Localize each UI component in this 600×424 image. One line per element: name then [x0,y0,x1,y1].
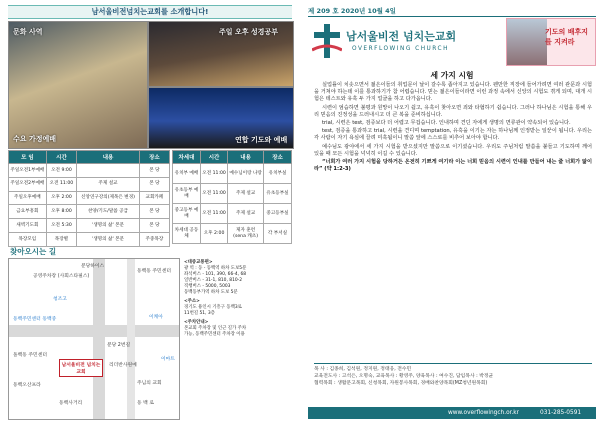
cell: 유초등부 예배 [173,184,201,204]
info-line: 좌석버스 - 101, 390, 66-4, 68 [184,272,247,277]
info-line: 경기도 용인시 기흥구 동백3로 [184,305,242,310]
photo-1-caption: 수요 가정예배 [13,135,57,143]
cell: 오전 11:00 [200,204,227,224]
cell: 중고등부 예배 [173,204,201,224]
cell: 주일오전1부예배 [9,164,47,178]
directions-info [184,260,296,338]
article-paragraph: 실업률이 치솟으면서 젊은이들의 취업문이 날이 갈수록 좁아지고 있습니다. 웬만한 직장에 들어가려면 여러 관문과 시험을 거쳐야 하는데 이를 통과하기가 참 어렵습니다. 믿는 젊은이들이라면 이런 과정 속에서 신앙의 시험도 겪게 되며, 대개 시험은 테스트와 유혹 두 가지 얼굴을 하고 다가옵니다. [314,82,592,103]
map-label: 동백오산프라 [13,383,41,388]
map-label: 분당 2번길 [107,343,131,348]
cell: 금요부흥회 [9,205,47,219]
photo-1 [8,21,148,149]
map-label: 주님의 교회 [137,381,162,386]
cell: 주중목장 [139,232,169,246]
article-paragraph: trial, 시련은 test, 검증보다 더 어렵고 무겁습니다. 인내하며 견딘 자에게 생명의 면류관이 약속되어 있습니다. [322,120,571,127]
footer-bar [308,407,596,419]
cell: '생명의 삶' 본문 [77,219,140,233]
cell: 오전 11:00 [200,184,227,204]
location-map [8,258,180,420]
cell: 신앙연구강의(제목은 변경) [77,191,140,205]
cell: '생명의 삶' 본문 [77,232,140,246]
map-label: 이케아 [149,315,163,320]
article-body [314,82,592,174]
cell: 오전 11:00 [200,164,227,184]
cell: 오전 11:00 [46,177,76,191]
cell: 찬양/기도/말씀 공급 [77,205,140,219]
cell: 오전 9:00 [46,164,76,178]
cell: 목장모임 [9,232,47,246]
cell: 목장별 [46,232,76,246]
worship-schedule-table [8,150,170,247]
col-header: 내용 [228,151,264,164]
cell: 유치부실 [264,164,292,184]
map-section-title: 찾아오시는 길 [10,247,57,256]
credit-line: 협력목회 : 생활문고목회, 신청목회, 자원봉사목회, 경배와찬양목회(MZ청년원목회) [314,381,488,386]
cell: 본 당 [139,205,169,219]
staff-credits [314,363,592,387]
cell: 주제 설교 [228,204,264,224]
map-label: 리더반사원예 [109,363,137,368]
map-label: 분당하이스 [81,264,105,269]
cell: 주일오전2부예배 [9,177,47,191]
table-row [9,164,170,178]
cell: 오전 5:30 [46,219,76,233]
info-title: <대중교통편> [184,260,213,265]
cell: 교회카페 [139,191,169,205]
map-label: 청조고 [53,297,67,302]
photo-3 [148,87,294,149]
col-header: 차세대 [173,151,201,164]
issue-header: 제 209 호 2020년 10월 4일 [308,6,596,17]
col-header: 장소 [139,151,169,164]
photo-2 [148,21,294,87]
cell: 유초등부실 [264,184,292,204]
road [127,259,135,419]
info-line: 본교회 주차장 및 인근 길가 주차 [184,326,247,331]
church-marker: 남서울비전 넘치는교회 [59,359,103,377]
info-line: 동백동부가역 하차 도보 5분 [184,290,238,295]
col-header: 장소 [264,151,292,164]
cell: 본 당 [139,177,169,191]
cell: 주일오후예배 [9,191,47,205]
info-line: <주차안내> [184,320,209,325]
table-row [173,224,292,244]
cell [77,164,140,178]
map-label: 동백동 주민센터 [137,269,171,274]
info-line: 광 역 : 동 - 동백역 하차 도보5분 [184,266,247,271]
photo-1-caption-top: 문화 사역 [13,28,43,36]
map-label: 동 백 로 [137,401,154,406]
cross-logo-icon [312,24,342,58]
schedule-header-row [9,151,170,164]
church-logo [312,20,472,64]
table-row [9,205,170,219]
prayer-ad [506,18,596,66]
website-link[interactable]: www.overflowingch.or.kr [448,410,520,416]
col-header: 시간 [46,151,76,164]
map-label: 이마트 [161,357,175,362]
map-label: 돌백동 주민센터 [13,353,47,358]
cell: 주제 설교 [228,184,264,204]
ad-title: 기도의 배후지를 지켜라 [545,28,589,46]
article-paragraph: test, 검증을 통과하고 trial, 시련을 견디며 temptation, 유혹을 이기는 자는 하나님께 인정받는 일꾼이 됩니다. 우리는 각 사람이 자기 욕심에 끌려 미혹됨이니 말씀 앞에 스스로를 비추어 보아야 합니다. [314,128,592,142]
table-row [9,177,170,191]
nextgen-schedule-table [172,150,292,244]
cell: 유치부 예배 [173,164,201,184]
cell: 제자 훈련 (sena 캐츠) [228,224,264,244]
photo-2-caption: 주일 오후 성경공부 [219,28,278,36]
cell: 중고등부실 [264,204,292,224]
info-line: 가능, 동백주민센터 주차장 이용 [184,332,245,337]
cell: 예수님이랑 나랑 [228,164,264,184]
info-line: <주소> [184,299,200,304]
table-row [9,232,170,246]
road [93,259,105,419]
cell: 차세대 공동체 [173,224,201,244]
map-label: 동백주민센터 동백중 [13,317,57,322]
cell: 오후 8:00 [46,205,76,219]
logo-text: 남서울비전 넘치는교회 [346,30,457,43]
article-paragraph: 예수님도 광야에서 세 가지 시험을 받으셨지만 말씀으로 이기셨습니다. 우리도 주님처럼 말씀을 붙들고 기도하며 깨어 있을 때 모든 시험을 넉넉히 이길 수 있습니다. [314,143,592,157]
map-label: 공영주차장 (사회스타필스) [33,274,90,279]
article-paragraph: 시련이 엄습하면 불평과 원망이 나오기 쉽고, 유혹이 찾아오면 죄와 타협하기 쉽습니다. 그러나 하나님은 시험을 통해 우리 믿음의 진정성을 드러내시고 더 큰 복을 준비하십니다. [314,104,592,118]
cell: 새벽기도회 [9,219,47,233]
col-header: 모 임 [9,151,47,164]
table-row [9,219,170,233]
cell: 본 당 [139,164,169,178]
cell: 각 부서실 [264,224,292,244]
col-header: 내용 [77,151,140,164]
info-line: 일반버스 - 31-1, 810, 810-2 [184,278,243,283]
map-label: 동백사거리 [59,401,83,406]
info-line: 직행버스 - 5000, 5003 [184,284,231,289]
table-row [173,204,292,224]
cell: 본 당 [139,219,169,233]
logo-subtext: OVERFLOWING CHURCH [352,46,449,52]
schedule-header-row [173,151,292,164]
table-row [173,184,292,204]
credit-line: 교육전도사 : 고석은, 오명숙, 교육목사 : 황영주, 양육목사 : 여수진, 담임목사 : 박정균 [314,374,494,379]
article-title: 세 가지 시험 [430,71,474,80]
credit-line: 목 사 : 김종희, 김석원, 정지원, 정태웅, 전수민 [314,367,412,372]
info-line: 11번길 51, 3층 [184,311,215,316]
cell: 주제 설교 [77,177,140,191]
photo-3-caption: 연합 기도와 예배 [235,136,288,144]
cell: 오후 2:00 [200,224,227,244]
table-row [9,191,170,205]
phone-number: 031-285-0591 [540,410,582,416]
table-row [173,164,292,184]
right-page [302,0,600,424]
intro-banner: 남서울비전넘치는교회를 소개합니다! [8,5,292,19]
col-header: 시간 [200,151,227,164]
cell: 오후 2:00 [46,191,76,205]
scripture-quote: “너희가 여러 가지 시험을 당하거든 온전히 기쁘게 여기라 이는 너희 믿음의 시련이 인내를 만들어 내는 줄 너희가 앎이라” (약 1:2-3) [314,159,592,173]
